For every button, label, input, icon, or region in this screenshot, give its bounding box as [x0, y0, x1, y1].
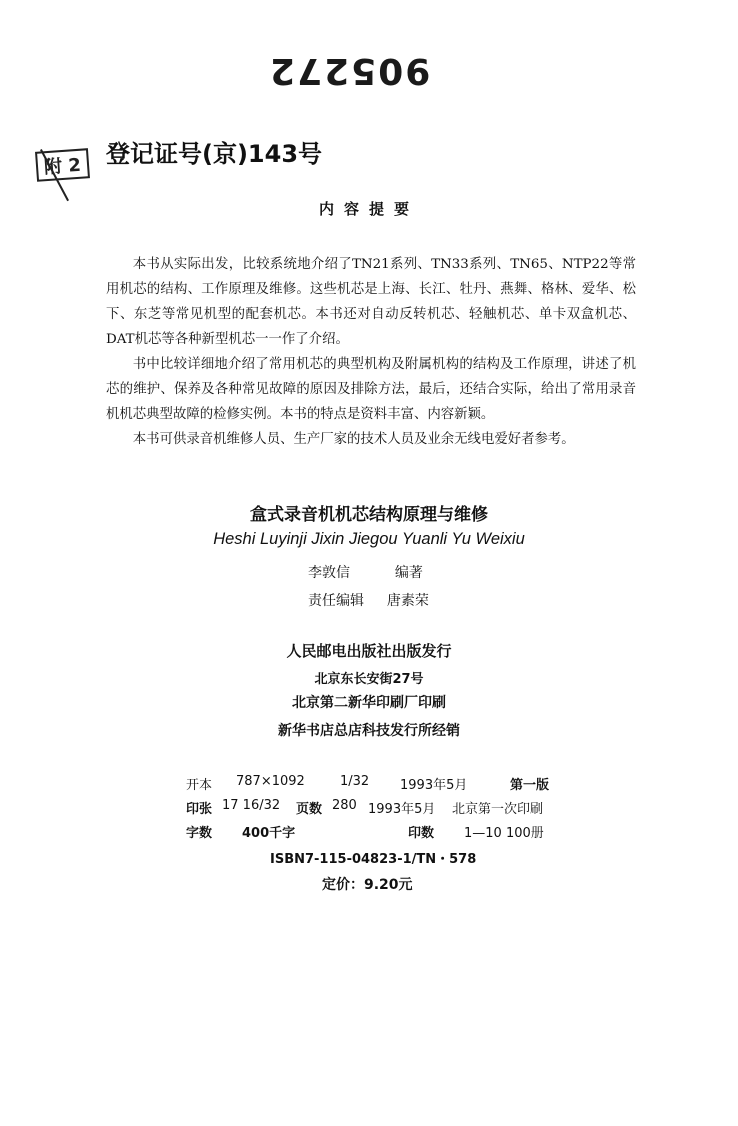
isbn: ISBN7-115-04823-1/TN・578 — [270, 852, 477, 867]
printer: 北京第二新华印刷厂印刷 — [292, 695, 446, 711]
sheets-label: 印张 — [186, 802, 213, 817]
price-line: 定价：9.20元 — [322, 877, 413, 893]
words-label: 字数 — [186, 826, 213, 841]
editor-label: 责任编辑 — [308, 593, 364, 609]
distributor: 新华书店总店科技发行所经销 — [278, 723, 460, 739]
book-title: 盒式录音机机芯结构原理与维修 — [250, 505, 488, 525]
author-name: 李敦信 — [308, 565, 350, 581]
abstract-heading: 内容提要 — [318, 200, 419, 218]
print-date: 1993年5月 — [368, 802, 436, 817]
format-label: 开本 — [186, 778, 213, 793]
sheets-value: 17 16/32 — [222, 798, 281, 813]
copies-label: 印数 — [408, 826, 435, 841]
format-fraction: 1/32 — [340, 774, 370, 789]
stamp-number: 905272 — [268, 50, 431, 91]
price-value: 9.20元 — [364, 877, 413, 893]
author-line — [308, 562, 423, 582]
price-label: 定价 — [322, 877, 350, 893]
editor-name: 唐素荣 — [386, 593, 429, 609]
abstract-body — [106, 252, 636, 452]
copies-value: 1—10 100册 — [464, 826, 544, 841]
pages-value: 280 — [332, 798, 357, 813]
abstract-paragraph: 本书从实际出发，比较系统地介绍了TN21系列、TN33系列、TN65、NTP22等常用机芯的结构、工作原理及维修。这些机芯是上海、长江、牡丹、燕舞、格林、爱华、松下、东芝等常见机型的配套机芯。本书还对自动反转机芯、轻触机芯、单卡双盒机芯、DAT机芯等各种新型机芯一一作了介绍。 — [106, 257, 636, 347]
edition-date: 1993年5月 — [400, 778, 468, 793]
registration-number: 登记证号(京)143号 — [106, 140, 323, 168]
author-role: 编著 — [394, 565, 423, 581]
format-value: 787×1092 — [236, 774, 305, 789]
book-title-pinyin: Heshi Luyinji Jixin Jiegou Yuanli Yu Weixiu — [213, 530, 525, 548]
abstract-paragraph: 本书可供录音机维修人员、生产厂家的技术人员及业余无线电爱好者参考。 — [132, 432, 575, 447]
abstract-paragraph: 书中比较详细地介绍了常用机芯的典型机构及附属机构的结构及工作原理，讲述了机芯的维护、保养及各种常见故障的原因及排除方法，最后，还结合实际，给出了常用录音机机芯典型故障的检修实例。本书的特点是资料丰富、内容新颖。 — [106, 357, 636, 422]
editor-line — [308, 590, 429, 610]
edition: 第一版 — [510, 778, 550, 793]
publisher-address: 北京东长安街27号 — [314, 672, 424, 687]
print-note: 北京第一次印刷 — [452, 802, 544, 817]
words-value: 400千字 — [242, 826, 296, 841]
side-stamp-text: 附 2 — [35, 148, 90, 182]
pages-label: 页数 — [296, 802, 323, 817]
publisher: 人民邮电出版社出版发行 — [286, 642, 452, 660]
